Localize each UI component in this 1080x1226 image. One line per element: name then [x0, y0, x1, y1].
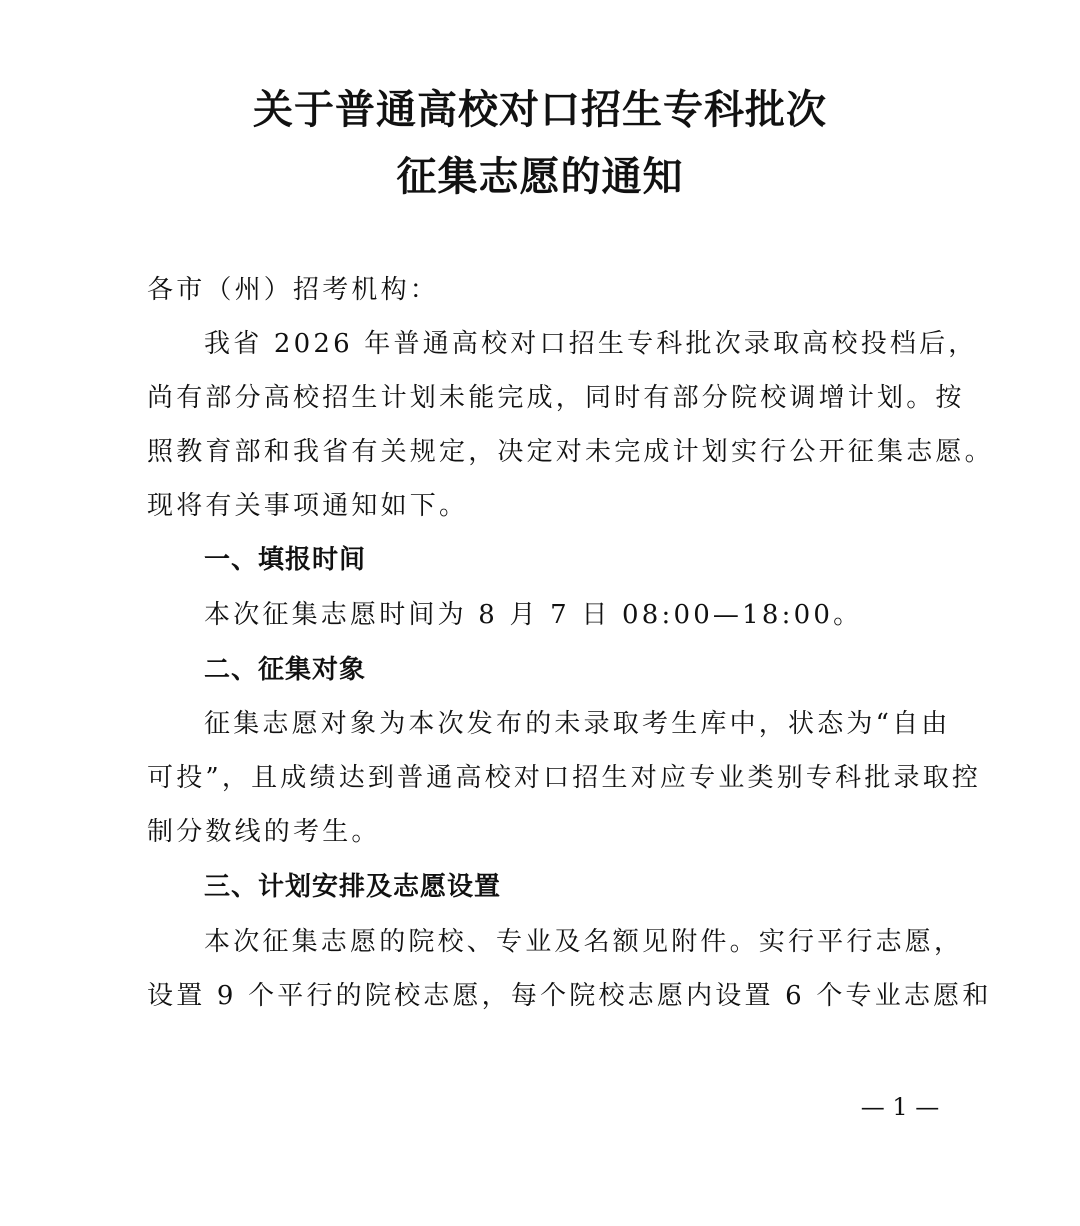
section-time-line-1: 本次征集志愿时间为 8 月 7 日 08:00—18:00。 — [204, 600, 863, 630]
section-heading-target: 二、征集对象 — [204, 655, 367, 685]
document-title-line-2: 征集志愿的通知 — [396, 154, 684, 200]
intro-line-4: 现将有关事项通知如下。 — [147, 491, 469, 521]
section-plan-line-1: 本次征集志愿的院校、专业及名额见附件。实行平行志愿， — [204, 927, 964, 957]
section-target-line-1: 征集志愿对象为本次发布的未录取考生库中，状态为“自由 — [204, 709, 951, 739]
section-target-line-3: 制分数线的考生。 — [147, 817, 381, 847]
document-title-line-1: 关于普通高校对口招生专科批次 — [253, 87, 827, 133]
intro-line-1: 我省 2026 年普通高校对口招生专科批次录取高校投档后， — [204, 329, 978, 359]
section-plan-line-2: 设置 9 个平行的院校志愿，每个院校志愿内设置 6 个专业志愿和 — [147, 981, 992, 1011]
section-heading-plan: 三、计划安排及志愿设置 — [204, 872, 502, 902]
section-target-line-2: 可投”，且成绩达到普通高校对口招生对应专业类别专科批录取控 — [147, 763, 982, 793]
intro-line-2: 尚有部分高校招生计划未能完成，同时有部分院校调增计划。按 — [147, 383, 965, 413]
salutation: 各市（州）招考机构： — [147, 275, 440, 305]
page-number: — 1 — — [860, 1093, 940, 1121]
intro-line-3: 照教育部和我省有关规定，决定对未完成计划实行公开征集志愿。 — [147, 437, 994, 467]
section-heading-time: 一、填报时间 — [204, 545, 367, 575]
